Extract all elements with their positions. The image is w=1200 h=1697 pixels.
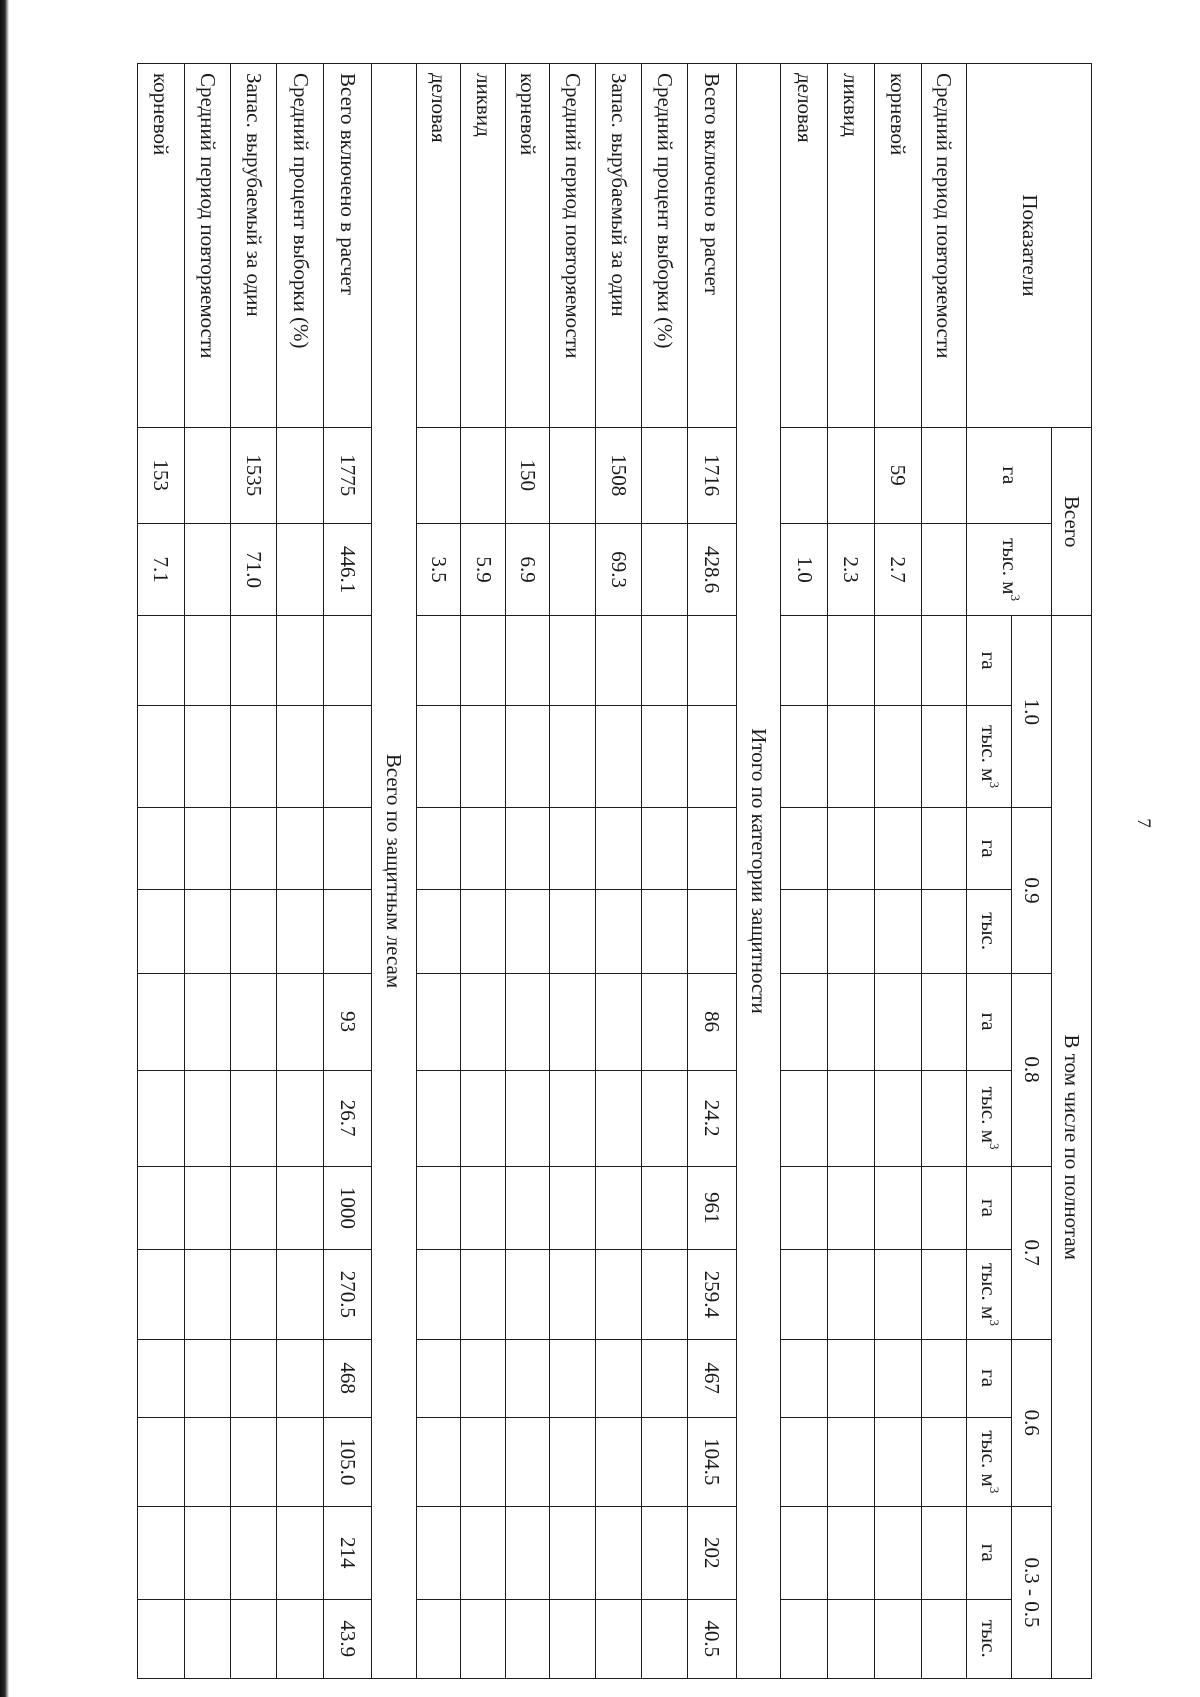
row-label: Средний период повторяемости <box>550 64 596 428</box>
cell-d06-ha: 467 <box>687 1339 736 1417</box>
row-label: Всего включено в расчет <box>687 64 736 428</box>
page-number: 7 <box>1132 818 1154 828</box>
table-row <box>505 64 550 1679</box>
table-row <box>277 64 324 1679</box>
row-label: ликвид <box>461 64 506 428</box>
cell-total-ha: 1775 <box>324 427 372 523</box>
cell-d08-ha: 86 <box>687 973 736 1070</box>
row-label: ликвид <box>827 64 874 428</box>
table-row <box>596 64 642 1679</box>
unit-vol: тыс. $м^3$ <box>967 1250 1012 1339</box>
cell-d07-vol: 259.4 <box>687 1250 736 1339</box>
row-label: корневой <box>505 64 550 428</box>
table-row <box>827 64 874 1679</box>
cell-total-ha: 150 <box>505 427 550 523</box>
row-label: корневой <box>138 64 185 428</box>
row-label: деловая <box>781 64 828 428</box>
density-1-0: 1.0 <box>1011 616 1051 808</box>
cell-total-vol: 2.7 <box>874 523 921 616</box>
cell-total-ha <box>416 427 461 523</box>
density-0-6: 0.6 <box>1011 1339 1051 1506</box>
cell-total-ha: 153 <box>138 427 185 523</box>
table-row <box>324 64 372 1679</box>
table-row <box>641 64 687 1679</box>
cell-total-ha <box>461 427 506 523</box>
unit-ha: га <box>967 973 1012 1070</box>
cell-total-ha <box>277 427 324 523</box>
cell-total-vol: 3.5 <box>416 523 461 616</box>
cell-total-vol <box>921 523 967 616</box>
cell-total-vol <box>184 523 230 616</box>
cell-total-ha <box>550 427 596 523</box>
cell-total-vol: 6.9 <box>505 523 550 616</box>
unit-vol: тыс. <box>967 889 1012 973</box>
cell-d035-ha: 214 <box>324 1506 372 1599</box>
cell-total-vol <box>550 523 596 616</box>
total-unit-vol: тыс. $м^3$ <box>967 523 1052 616</box>
row-label: Средний период повторяемости <box>184 64 230 428</box>
cell-total-vol: 71.0 <box>230 523 277 616</box>
cell-d07-ha: 1000 <box>324 1166 372 1250</box>
table-row <box>874 64 921 1679</box>
unit-vol: тыс. $м^3$ <box>967 1417 1012 1506</box>
unit-vol: тыс. <box>967 1599 1012 1678</box>
section-title: Итого по категории защитности <box>736 64 781 1679</box>
table-row <box>138 64 185 1679</box>
header-row-1 <box>1051 64 1091 1679</box>
cell-d06-vol: 104.5 <box>687 1417 736 1506</box>
cell-total-vol: 428.6 <box>687 523 736 616</box>
cell-total-vol <box>641 523 687 616</box>
unit-ha: га <box>967 808 1012 889</box>
unit-ha: га <box>967 1166 1012 1250</box>
cell-d07-vol: 270.5 <box>324 1250 372 1339</box>
row-label: Запас. вырубаемый за один <box>230 64 277 428</box>
col-by-density: В том числе по полнотам <box>1051 616 1091 1679</box>
total-unit-ha: га <box>967 427 1052 523</box>
section-title: Всего по защитным лесам <box>372 64 417 1679</box>
unit-ha: га <box>967 1506 1012 1599</box>
cell-total-vol: 69.3 <box>596 523 642 616</box>
cell-total-vol: 7.1 <box>138 523 185 616</box>
rotated-table-wrapper <box>137 63 1092 1679</box>
forest-table <box>137 63 1092 1679</box>
cell-d035-vol: 40.5 <box>687 1599 736 1678</box>
row-label: Запас. вырубаемый за один <box>596 64 642 428</box>
unit-ha: га <box>967 616 1012 705</box>
section-title-row <box>372 64 417 1679</box>
density-0-7: 0.7 <box>1011 1166 1051 1339</box>
scan-edge <box>0 0 9 1697</box>
row-label: Средний процент выборки (%) <box>277 64 324 428</box>
row-label: деловая <box>416 64 461 428</box>
table-row <box>921 64 967 1679</box>
cell-total-ha <box>184 427 230 523</box>
unit-ha: га <box>967 1339 1012 1417</box>
col-indicator: Показатели <box>967 64 1092 428</box>
table-row <box>416 64 461 1679</box>
cell-d08-vol: 24.2 <box>687 1070 736 1166</box>
table-row <box>550 64 596 1679</box>
cell-d035-vol: 43.9 <box>324 1599 372 1678</box>
cell-total-ha: 59 <box>874 427 921 523</box>
table-row <box>184 64 230 1679</box>
cell-total-ha <box>827 427 874 523</box>
table-row <box>461 64 506 1679</box>
cell-total-vol: 2.3 <box>827 523 874 616</box>
cell-total-ha <box>781 427 828 523</box>
table-row <box>687 64 736 1679</box>
row-label: Средний период повторяемости <box>921 64 967 428</box>
row-label: Средний процент выборки (%) <box>641 64 687 428</box>
cell-total-ha: 1716 <box>687 427 736 523</box>
cell-d08-vol: 26.7 <box>324 1070 372 1166</box>
unit-vol: тыс. $м^3$ <box>967 705 1012 808</box>
cell-total-vol: 446.1 <box>324 523 372 616</box>
cell-total-ha: 1508 <box>596 427 642 523</box>
density-0-3-0-5: 0.3 - 0.5 <box>1011 1506 1051 1678</box>
cell-total-ha: 1535 <box>230 427 277 523</box>
table-row <box>230 64 277 1679</box>
density-0-9: 0.9 <box>1011 808 1051 973</box>
density-0-8: 0.8 <box>1011 973 1051 1166</box>
cell-total-vol <box>277 523 324 616</box>
cell-total-ha <box>921 427 967 523</box>
cell-d06-vol: 105.0 <box>324 1417 372 1506</box>
row-label: Всего включено в расчет <box>324 64 372 428</box>
cell-total-vol: 1.0 <box>781 523 828 616</box>
table-row <box>781 64 828 1679</box>
cell-total-ha <box>641 427 687 523</box>
unit-vol: тыс. $м^3$ <box>967 1070 1012 1166</box>
cell-d08-ha: 93 <box>324 973 372 1070</box>
col-total: Всего <box>1051 427 1091 616</box>
cell-d06-ha: 468 <box>324 1339 372 1417</box>
section-title-row <box>736 64 781 1679</box>
cell-d07-ha: 961 <box>687 1166 736 1250</box>
row-label: корневой <box>874 64 921 428</box>
cell-total-vol: 5.9 <box>461 523 506 616</box>
cell-d035-ha: 202 <box>687 1506 736 1599</box>
